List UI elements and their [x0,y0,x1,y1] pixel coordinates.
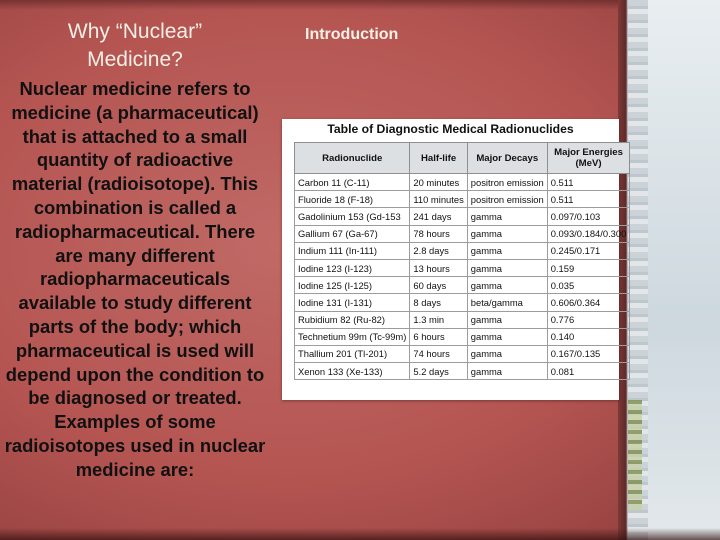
table-row [295,345,630,362]
table-cell: 78 hours [410,225,467,242]
table-cell: 1.3 min [410,311,467,328]
table-cell: Iodine 123 (I-123) [295,259,410,276]
table-row [295,242,630,259]
table-body [295,174,630,380]
table-header-row [295,143,630,174]
table-cell: 0.035 [547,277,630,294]
table-cell: 6 hours [410,328,467,345]
table-row [295,294,630,311]
strip-panel [648,0,720,540]
table-cell: 0.093/0.184/0.300 [547,225,630,242]
table-row [295,225,630,242]
table-cell: 5.2 days [410,363,467,380]
table-cell: 0.245/0.171 [547,242,630,259]
table-cell: 0.167/0.135 [547,345,630,362]
table-cell: Gallium 67 (Ga-67) [295,225,410,242]
header-energies-unit: (MeV) [575,158,602,169]
table-cell: Gadolinium 153 (Gd-153 [295,208,410,225]
header-major-energies [547,143,630,174]
table-cell: 0.776 [547,311,630,328]
table-cell: Xenon 133 (Xe-133) [295,363,410,380]
header-half-life: Half-life [410,143,467,174]
table-cell: 0.097/0.103 [547,208,630,225]
table-cell: 13 hours [410,259,467,276]
table-cell: 110 minutes [410,191,467,208]
table-cell: 20 minutes [410,174,467,191]
table-cell: 2.8 days [410,242,467,259]
slide-body-text: Nuclear medicine refers to medicine (a pharmaceutical) that is attached to a small quantity of radioactive material (radioisotope). This combination is called a radiopharmaceutical. There are many different radiopharmaceuticals available to study different parts of the body; which pharmaceutical is used will depend upon the condition to be diagnosed or treated. Examples of some radioisotopes used in nuclear medicine are: [4,78,266,480]
table-cell: 60 days [410,277,467,294]
header-radionuclide: Radionuclide [295,143,410,174]
table-cell: 0.511 [547,191,630,208]
table-cell: 241 days [410,208,467,225]
table-title: Table of Diagnostic Medical Radionuclides [327,122,574,136]
header-major-decays: Major Decays [467,143,547,174]
strip-accent [628,400,642,510]
top-shadow [0,0,618,10]
table-row [295,311,630,328]
slide-title: Why “Nuclear” Medicine? [67,20,203,71]
table-cell: Rubidium 82 (Ru-82) [295,311,410,328]
table-cell: Technetium 99m (Tc-99m) [295,328,410,345]
table-cell: gamma [467,259,547,276]
table-cell: 74 hours [410,345,467,362]
table-cell: 8 days [410,294,467,311]
table-cell: 0.159 [547,259,630,276]
table-cell: Indium 111 (In-111) [295,242,410,259]
table-cell: gamma [467,208,547,225]
table-cell: gamma [467,363,547,380]
table-cell: Iodine 131 (I-131) [295,294,410,311]
table-cell: gamma [467,242,547,259]
table-cell: Fluoride 18 (F-18) [295,191,410,208]
header-energies-label: Major Energies [554,147,623,158]
table-cell: Carbon 11 (C-11) [295,174,410,191]
table-cell: gamma [467,328,547,345]
table-cell: beta/gamma [467,294,547,311]
table-row [295,259,630,276]
table-cell: positron emission [467,174,547,191]
table-cell: 0.606/0.364 [547,294,630,311]
table-cell: Thallium 201 (Tl-201) [295,345,410,362]
table-cell: gamma [467,345,547,362]
table-cell: 0.081 [547,363,630,380]
radionuclide-table [294,142,630,380]
table-cell: gamma [467,277,547,294]
table-row [295,191,630,208]
section-label: Introduction [305,26,399,43]
decorative-side-strip [618,0,720,540]
table-row [295,328,630,345]
table-cell: positron emission [467,191,547,208]
table-row [295,208,630,225]
table-row [295,174,630,191]
bottom-shadow [0,528,720,540]
radionuclide-table-image [282,119,627,400]
table-cell: gamma [467,225,547,242]
table-cell: Iodine 125 (I-125) [295,277,410,294]
table-row [295,277,630,294]
table-cell: gamma [467,311,547,328]
table-cell: 0.140 [547,328,630,345]
table-cell: 0.511 [547,174,630,191]
table-row [295,363,630,380]
